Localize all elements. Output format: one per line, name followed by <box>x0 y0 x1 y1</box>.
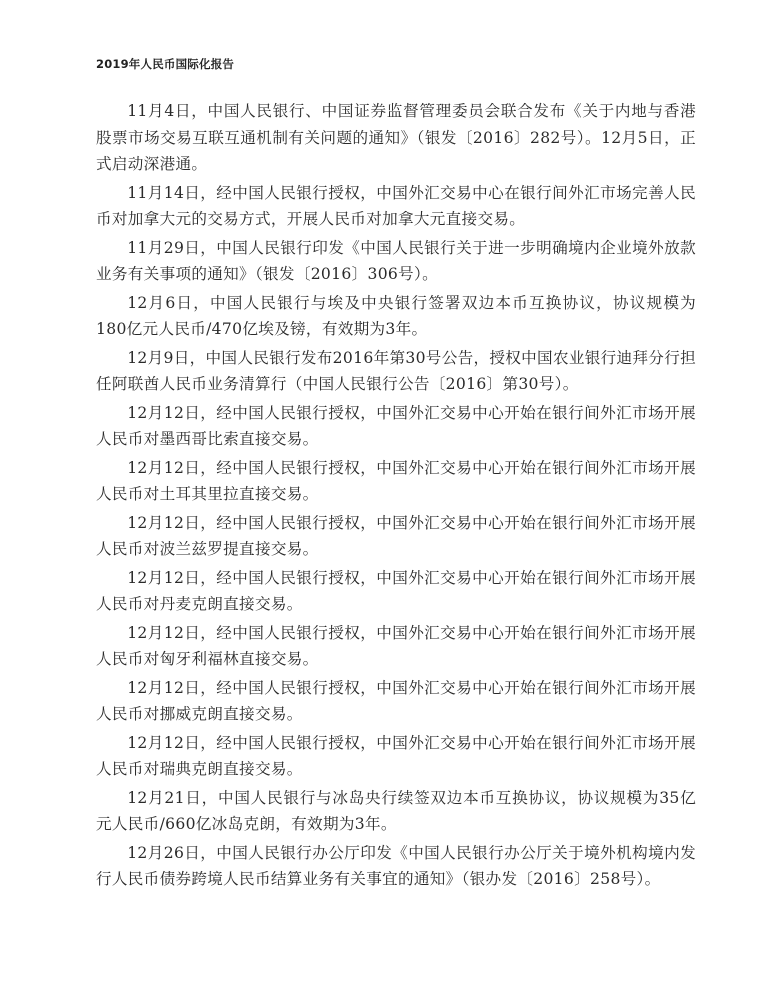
paragraph: 12月12日，经中国人民银行授权，中国外汇交易中心开始在银行间外汇市场开展人民币对瑞典克朗直接交易。 <box>96 733 696 778</box>
paragraph: 12月12日，经中国人民银行授权，中国外汇交易中心开始在银行间外汇市场开展人民币对土耳其里拉直接交易。 <box>96 458 696 503</box>
paragraph: 12月12日，经中国人民银行授权，中国外汇交易中心开始在银行间外汇市场开展人民币对墨西哥比索直接交易。 <box>96 403 696 448</box>
document-body <box>96 98 696 895</box>
paragraph: 12月12日，经中国人民银行授权，中国外汇交易中心开始在银行间外汇市场开展人民币对丹麦克朗直接交易。 <box>96 568 696 613</box>
paragraph: 11月4日，中国人民银行、中国证券监督管理委员会联合发布《关于内地与香港股票市场交易互联互通机制有关问题的通知》（银发〔2016〕282号）。12月5日，正式启动深港通。 <box>96 102 696 173</box>
paragraph: 12月12日，经中国人民银行授权，中国外汇交易中心开始在银行间外汇市场开展人民币对匈牙利福林直接交易。 <box>96 623 696 668</box>
paragraph: 12月12日，经中国人民银行授权，中国外汇交易中心开始在银行间外汇市场开展人民币对波兰兹罗提直接交易。 <box>96 513 696 558</box>
paragraph: 11月29日，中国人民银行印发《中国人民银行关于进一步明确境内企业境外放款业务有关事项的通知》（银发〔2016〕306号）。 <box>96 238 696 283</box>
paragraph: 12月9日，中国人民银行发布2016年第30号公告，授权中国农业银行迪拜分行担任阿联酋人民币业务清算行（中国人民银行公告〔2016〕第30号）。 <box>96 348 696 393</box>
paragraph: 12月6日，中国人民银行与埃及中央银行签署双边本币互换协议，协议规模为180亿元人民币/470亿埃及镑，有效期为3年。 <box>96 293 696 338</box>
paragraph: 12月21日，中国人民银行与冰岛央行续签双边本币互换协议，协议规模为35亿元人民币/660亿冰岛克朗，有效期为3年。 <box>96 788 696 833</box>
running-header: 2019年人民币国际化报告 <box>96 57 235 71</box>
paragraph: 11月14日，经中国人民银行授权，中国外汇交易中心在银行间外汇市场完善人民币对加拿大元的交易方式，开展人民币对加拿大元直接交易。 <box>96 183 696 228</box>
paragraph: 12月26日，中国人民银行办公厅印发《中国人民银行办公厅关于境外机构境内发行人民币债券跨境人民币结算业务有关事宜的通知》（银办发〔2016〕258号）。 <box>96 843 696 888</box>
paragraph: 12月12日，经中国人民银行授权，中国外汇交易中心开始在银行间外汇市场开展人民币对挪威克朗直接交易。 <box>96 678 696 723</box>
